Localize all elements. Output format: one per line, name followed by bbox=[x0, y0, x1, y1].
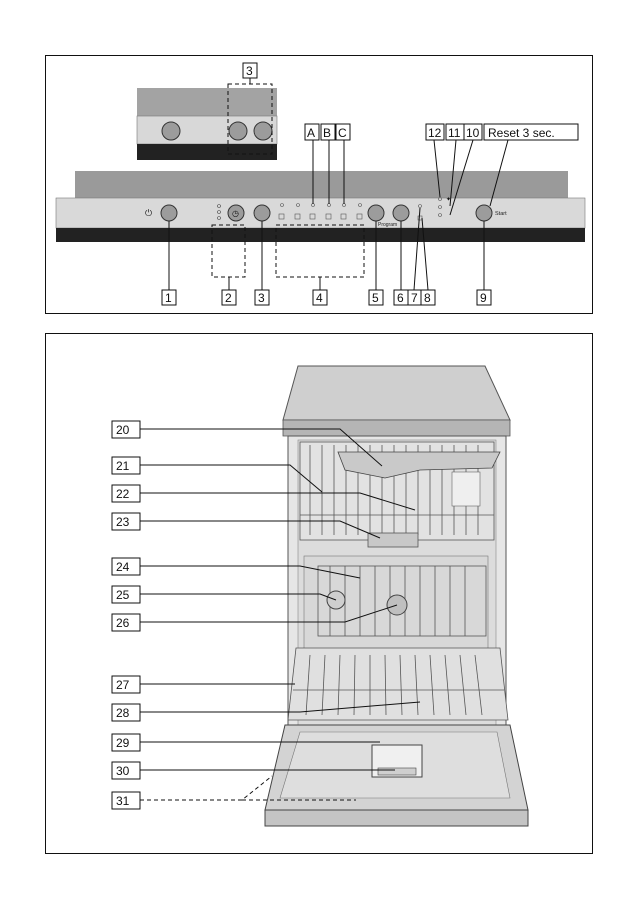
appliance-label-30 bbox=[112, 762, 140, 779]
button-3[interactable] bbox=[254, 205, 270, 221]
power-symbol: ⏻ bbox=[145, 209, 153, 219]
panel-label-4 bbox=[313, 290, 327, 305]
svg-text:1: 1 bbox=[165, 291, 172, 305]
svg-text:A: A bbox=[307, 126, 316, 140]
svg-text:24: 24 bbox=[116, 560, 130, 574]
svg-text:21: 21 bbox=[116, 459, 130, 473]
panel-bottom-bar bbox=[56, 228, 585, 242]
start-button[interactable] bbox=[476, 205, 492, 221]
svg-text:6: 6 bbox=[397, 291, 404, 305]
svg-text:30: 30 bbox=[116, 764, 130, 778]
svg-text:4: 4 bbox=[316, 291, 323, 305]
panel-label-10 bbox=[464, 124, 482, 140]
panel-label-1 bbox=[162, 290, 176, 305]
panel-label-8 bbox=[421, 290, 435, 305]
start-label: Start bbox=[495, 211, 507, 217]
appliance-label-20 bbox=[112, 421, 140, 438]
panel-label-B bbox=[321, 124, 335, 140]
appliance-label-29 bbox=[112, 734, 140, 751]
panel-label-5 bbox=[369, 290, 383, 305]
zoom-knob-left bbox=[162, 122, 180, 140]
door-bottom-edge bbox=[265, 810, 528, 826]
svg-text:2: 2 bbox=[225, 291, 232, 305]
panel-label-reset bbox=[484, 124, 578, 140]
svg-text:Reset 3 sec.: Reset 3 sec. bbox=[488, 126, 555, 140]
svg-text:28: 28 bbox=[116, 706, 130, 720]
svg-text:26: 26 bbox=[116, 616, 130, 630]
panel-label-6 bbox=[394, 290, 408, 305]
svg-text:31: 31 bbox=[116, 794, 130, 808]
svg-text:10: 10 bbox=[466, 126, 480, 140]
svg-text:C: C bbox=[338, 126, 347, 140]
panel-label-9 bbox=[477, 290, 491, 305]
panel-label-12 bbox=[426, 124, 444, 140]
svg-text:8: 8 bbox=[424, 291, 431, 305]
worktop bbox=[283, 366, 510, 420]
svg-text:B: B bbox=[323, 126, 332, 140]
appliance-label-26 bbox=[112, 614, 140, 631]
program-button-6[interactable] bbox=[393, 205, 409, 221]
panel-label-C bbox=[336, 124, 350, 140]
svg-text:23: 23 bbox=[116, 515, 130, 529]
panel-label-3-top bbox=[243, 63, 257, 78]
panel-label-2 bbox=[222, 290, 236, 305]
worktop-front bbox=[283, 420, 510, 436]
svg-text:29: 29 bbox=[116, 736, 130, 750]
svg-text:9: 9 bbox=[480, 291, 487, 305]
svg-text:5: 5 bbox=[372, 291, 379, 305]
upper-spray-arm bbox=[368, 533, 418, 547]
rinse-aid-dispenser bbox=[378, 768, 416, 775]
svg-text:20: 20 bbox=[116, 423, 130, 437]
zoom-inset-top bbox=[137, 88, 277, 116]
appliance-label-28 bbox=[112, 704, 140, 721]
appliance-label-24 bbox=[112, 558, 140, 575]
appliance-label-22 bbox=[112, 485, 140, 502]
panel-label-3 bbox=[255, 290, 269, 305]
appliance-label-21 bbox=[112, 457, 140, 474]
timer-icon: ◷ bbox=[232, 209, 239, 218]
lower-basket bbox=[288, 648, 508, 720]
tap-icon: ✦ bbox=[446, 197, 452, 203]
power-button[interactable] bbox=[161, 205, 177, 221]
knife-rack bbox=[452, 472, 480, 506]
zoom-inset-bottom bbox=[137, 144, 277, 160]
zoom-knob-right bbox=[254, 122, 272, 140]
svg-text:25: 25 bbox=[116, 588, 130, 602]
panel-label-7 bbox=[408, 290, 421, 305]
svg-text:11: 11 bbox=[448, 126, 461, 140]
svg-text:12: 12 bbox=[428, 126, 442, 140]
svg-text:3: 3 bbox=[258, 291, 265, 305]
svg-text:7: 7 bbox=[411, 291, 418, 305]
appliance-label-31 bbox=[112, 792, 140, 809]
zoom-knob-mid bbox=[229, 122, 247, 140]
svg-text:22: 22 bbox=[116, 487, 130, 501]
svg-text:3: 3 bbox=[246, 64, 253, 78]
appliance-label-25 bbox=[112, 586, 140, 603]
program-button-5[interactable] bbox=[368, 205, 384, 221]
program-label: Program bbox=[378, 222, 398, 228]
appliance-label-27 bbox=[112, 676, 140, 693]
panel-label-A bbox=[305, 124, 319, 140]
panel-label-11 bbox=[446, 124, 464, 140]
appliance-label-23 bbox=[112, 513, 140, 530]
panel-top-bar bbox=[75, 171, 568, 198]
svg-text:27: 27 bbox=[116, 678, 130, 692]
